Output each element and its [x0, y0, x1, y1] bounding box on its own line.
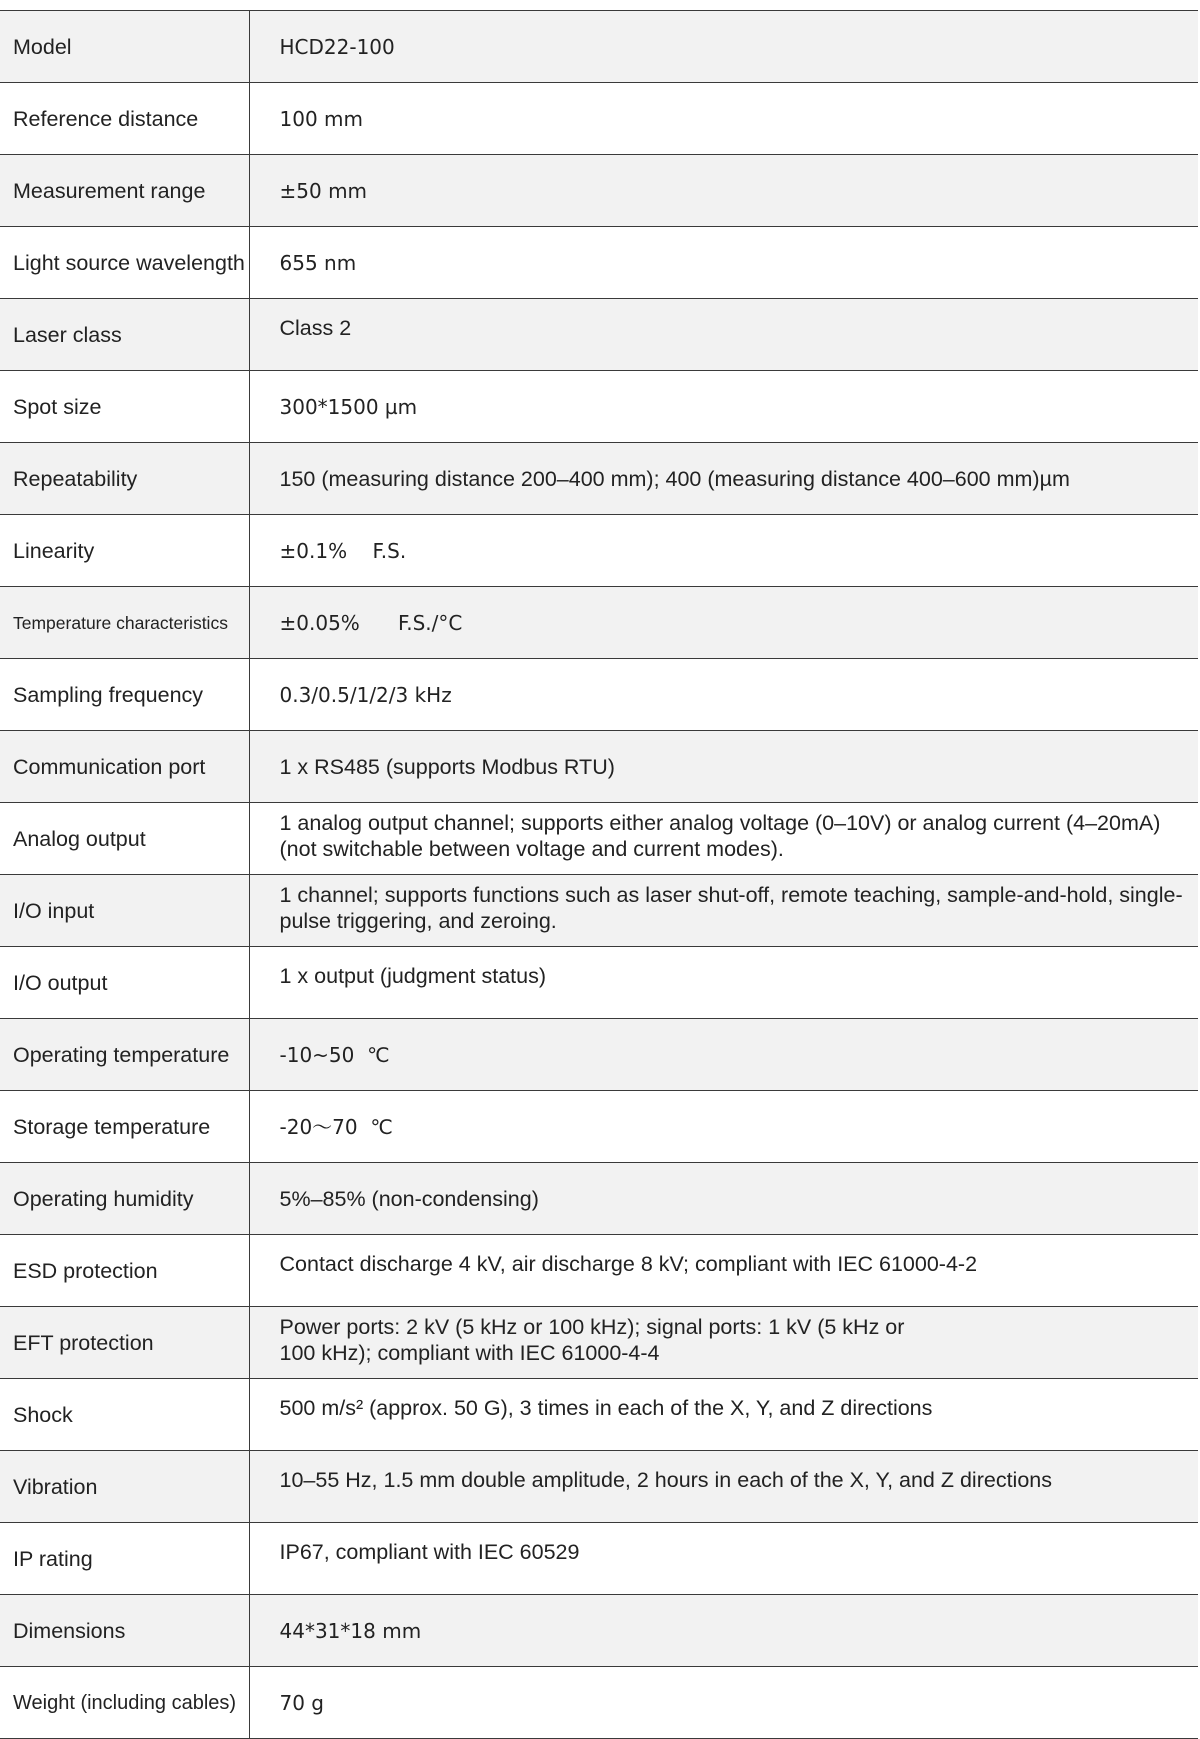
- spec-value: 150 (measuring distance 200–400 mm); 400 (measuring distance 400–600 mm)µm: [249, 443, 1198, 515]
- spec-row-temperature-characteristics: [0, 587, 1198, 659]
- spec-label: I/O output: [0, 947, 249, 1019]
- spec-row-operating-temperature: [0, 1019, 1198, 1091]
- spec-label: Temperature characteristics: [0, 587, 249, 659]
- spec-row-vibration: [0, 1451, 1198, 1523]
- spec-row-communication-port: [0, 731, 1198, 803]
- spec-value: 1 x output (judgment status): [249, 947, 1198, 1019]
- spec-value: -20～70 ℃: [249, 1091, 1198, 1163]
- spec-label: Linearity: [0, 515, 249, 587]
- spec-row-operating-humidity: [0, 1163, 1198, 1235]
- spec-label: ESD protection: [0, 1235, 249, 1307]
- spec-row-esd-protection: [0, 1235, 1198, 1307]
- spec-row-model: [0, 11, 1198, 83]
- spec-row-laser-class: [0, 299, 1198, 371]
- spec-value: 10–55 Hz, 1.5 mm double amplitude, 2 hours in each of the X, Y, and Z directions: [249, 1451, 1198, 1523]
- spec-value: 5%–85% (non-condensing): [249, 1163, 1198, 1235]
- spec-label: Operating humidity: [0, 1163, 249, 1235]
- spec-row-repeatability: [0, 443, 1198, 515]
- spec-value: 1 channel; supports functions such as laser shut-off, remote teaching, sample-and-hold, single-pulse triggering, and zeroing.: [249, 875, 1198, 947]
- spec-value: 70 g: [249, 1667, 1198, 1739]
- spec-label: Laser class: [0, 299, 249, 371]
- spec-label: Measurement range: [0, 155, 249, 227]
- spec-label: Analog output: [0, 803, 249, 875]
- spec-value: Contact discharge 4 kV, air discharge 8 kV; compliant with IEC 61000-4-2: [249, 1235, 1198, 1307]
- spec-value: 0.3/0.5/1/2/3 kHz: [249, 659, 1198, 731]
- spec-row-reference-distance: [0, 83, 1198, 155]
- spec-value: 1 analog output channel; supports either analog voltage (0–10V) or analog current (4–20mA) (not switchable between voltage and current modes).: [249, 803, 1198, 875]
- spec-label: Sampling frequency: [0, 659, 249, 731]
- spec-value: ±50 mm: [249, 155, 1198, 227]
- spec-label: Storage temperature: [0, 1091, 249, 1163]
- spec-row-storage-temperature: [0, 1091, 1198, 1163]
- spec-row-dimensions: [0, 1595, 1198, 1667]
- spec-label: Spot size: [0, 371, 249, 443]
- spec-value: Power ports: 2 kV (5 kHz or 100 kHz); signal ports: 1 kV (5 kHz or 100 kHz); compliant with IEC 61000-4-4: [249, 1307, 1198, 1379]
- spec-value: 655 nm: [249, 227, 1198, 299]
- spec-value: 300*1500 µm: [249, 371, 1198, 443]
- spec-value: IP67, compliant with IEC 60529: [249, 1523, 1198, 1595]
- spec-label: Repeatability: [0, 443, 249, 515]
- spec-label: Operating temperature: [0, 1019, 249, 1091]
- specification-table: [0, 10, 1198, 1739]
- spec-label: Weight (including cables): [0, 1667, 249, 1739]
- spec-row-analog-output: [0, 803, 1198, 875]
- spec-row-io-input: [0, 875, 1198, 947]
- spec-row-sampling-frequency: [0, 659, 1198, 731]
- spec-value: ±0.1% F.S.: [249, 515, 1198, 587]
- spec-label: IP rating: [0, 1523, 249, 1595]
- spec-row-spot-size: [0, 371, 1198, 443]
- spec-label: Communication port: [0, 731, 249, 803]
- spec-row-measurement-range: [0, 155, 1198, 227]
- spec-label: Dimensions: [0, 1595, 249, 1667]
- spec-row-weight: [0, 1667, 1198, 1739]
- spec-label: Model: [0, 11, 249, 83]
- spec-row-light-source-wavelength: [0, 227, 1198, 299]
- spec-label: Light source wavelength: [0, 227, 249, 299]
- spec-label: Shock: [0, 1379, 249, 1451]
- spec-row-io-output: [0, 947, 1198, 1019]
- spec-row-ip-rating: [0, 1523, 1198, 1595]
- spec-label: Vibration: [0, 1451, 249, 1523]
- spec-value: 44*31*18 mm: [249, 1595, 1198, 1667]
- spec-row-eft-protection: [0, 1307, 1198, 1379]
- spec-value: ±0.05% F.S./°C: [249, 587, 1198, 659]
- spec-label: Reference distance: [0, 83, 249, 155]
- spec-value: -10~50 ℃: [249, 1019, 1198, 1091]
- spec-row-linearity: [0, 515, 1198, 587]
- spec-value: HCD22-100: [249, 11, 1198, 83]
- spec-label: EFT protection: [0, 1307, 249, 1379]
- spec-value: Class 2: [249, 299, 1198, 371]
- spec-row-shock: [0, 1379, 1198, 1451]
- spec-value: 100 mm: [249, 83, 1198, 155]
- spec-value: 1 x RS485 (supports Modbus RTU): [249, 731, 1198, 803]
- spec-value: 500 m/s² (approx. 50 G), 3 times in each of the X, Y, and Z directions: [249, 1379, 1198, 1451]
- spec-label: I/O input: [0, 875, 249, 947]
